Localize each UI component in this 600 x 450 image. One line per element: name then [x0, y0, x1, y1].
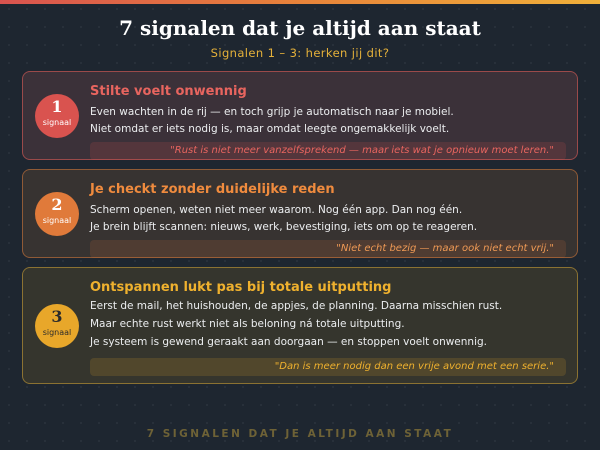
signal-quote: "Rust is niet meer vanzelfsprekend — maar iets wat je opnieuw moet leren.": [90, 142, 566, 160]
signal-description-line: Je systeem is gewend geraakt aan doorgaan — en stoppen voelt onwennig.: [90, 336, 487, 348]
signal-description-line: Scherm openen, weten niet meer waarom. Nog één app. Dan nog één.: [90, 204, 463, 216]
signal-quote: "Dan is meer nodig dan een vrije avond met een serie.": [90, 358, 566, 376]
signal-description-line: Niet omdat er iets nodig is, maar omdat leegte ongemakkelijk voelt.: [90, 123, 450, 135]
signal-badge-label: signaal: [42, 328, 72, 337]
signal-number: 3: [51, 307, 63, 326]
signal-title: Stilte voelt onwennig: [90, 84, 247, 99]
signal-number: 2: [51, 195, 63, 214]
signal-badge-3: [35, 304, 79, 348]
signal-badge-label: signaal: [42, 118, 72, 127]
footer-caption: 7 SIGNALEN DAT JE ALTIJD AAN STAAT: [146, 428, 454, 440]
signal-card-2: [22, 169, 578, 258]
signal-description-line: Maar echte rust werkt niet als beloning ná totale uitputting.: [90, 318, 405, 330]
signal-badge-1: [35, 94, 79, 138]
signal-badge-2: [35, 192, 79, 236]
page-title: 7 signalen dat je altijd aan staat: [119, 16, 481, 40]
signal-quote: "Niet echt bezig — maar ook niet echt vrij.": [90, 240, 566, 258]
signal-number: 1: [51, 97, 63, 116]
signal-title: Je checkt zonder duidelijke reden: [90, 182, 335, 197]
top-accent-bar: [0, 0, 600, 4]
signal-title: Ontspannen lukt pas bij totale uitputting: [90, 280, 392, 295]
signal-description-line: Je brein blijft scannen: nieuws, werk, bevestiging, iets om op te reageren.: [90, 221, 478, 233]
signal-description-line: Eerst de mail, het huishouden, de appjes, de planning. Daarna misschien rust.: [90, 300, 503, 312]
signal-badge-label: signaal: [42, 216, 72, 225]
signal-card-3: [22, 267, 578, 384]
signal-card-1: [22, 71, 578, 160]
signal-description-line: Even wachten in de rij — en toch grijp je automatisch naar je mobiel.: [90, 106, 454, 118]
page-subtitle: Signalen 1 – 3: herken jij dit?: [210, 46, 390, 60]
